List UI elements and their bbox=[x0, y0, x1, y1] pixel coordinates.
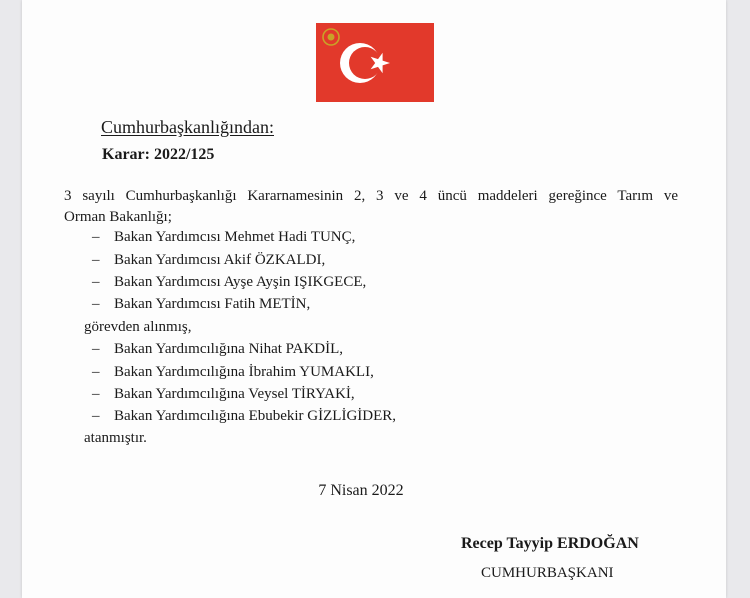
dismissed-item-text: Bakan Yardımcısı Akif ÖZKALDI, bbox=[114, 252, 326, 268]
dismissed-item bbox=[92, 252, 325, 269]
list-dash: – bbox=[92, 229, 100, 245]
decree-date: 7 Nisan 2022 bbox=[318, 482, 404, 499]
appointed-phrase: atanmıştır. bbox=[84, 430, 147, 446]
dismissed-item bbox=[92, 229, 355, 246]
appointed-item-text: Bakan Yardımcılığına Veysel TİRYAKİ, bbox=[114, 386, 355, 402]
appointed-item-text: Bakan Yardımcılığına İbrahim YUMAKLI, bbox=[114, 364, 374, 380]
intro-line-1: 3 sayılı Cumhurbaşkanlığı Kararnamesinin 2, 3 ve 4 üncü maddeleri gereğince Tarım ve bbox=[64, 188, 678, 204]
appointed-item-text: Bakan Yardımcılığına Nihat PAKDİL, bbox=[114, 341, 344, 357]
dismissed-item-text: Bakan Yardımcısı Fatih METİN, bbox=[114, 296, 311, 312]
appointed-item bbox=[92, 408, 396, 425]
dismissed-item-text: Bakan Yardımcısı Ayşe Ayşin IŞIKGECE, bbox=[114, 274, 367, 290]
dismissed-item bbox=[92, 274, 366, 291]
intro-line-2: Orman Bakanlığı; bbox=[64, 209, 172, 225]
appointed-item bbox=[92, 386, 355, 403]
dismissed-item bbox=[92, 296, 310, 313]
appointed-item bbox=[92, 341, 343, 358]
list-dash: – bbox=[92, 341, 100, 357]
list-dash: – bbox=[92, 408, 100, 424]
appointed-item-text: Bakan Yardımcılığına Ebubekir GİZLİGİDER, bbox=[114, 408, 397, 424]
list-dash: – bbox=[92, 386, 100, 402]
dismissed-item-text: Bakan Yardımcısı Mehmet Hadi TUNÇ, bbox=[114, 229, 356, 245]
list-dash: – bbox=[92, 296, 100, 312]
list-dash: – bbox=[92, 252, 100, 268]
decree-intro bbox=[64, 186, 678, 228]
appointed-item bbox=[92, 364, 374, 381]
list-dash: – bbox=[92, 274, 100, 290]
turkish-flag-emblem bbox=[316, 23, 434, 102]
list-dash: – bbox=[92, 364, 100, 380]
issuer-heading: Cumhurbaşkanlığından: bbox=[101, 117, 274, 137]
signatory-name: Recep Tayyip ERDOĞAN bbox=[461, 535, 639, 552]
dismissed-phrase: görevden alınmış, bbox=[84, 319, 192, 335]
signatory-title: CUMHURBAŞKANI bbox=[481, 565, 614, 581]
document-page bbox=[22, 0, 726, 598]
decision-number: Karar: 2022/125 bbox=[102, 146, 215, 163]
